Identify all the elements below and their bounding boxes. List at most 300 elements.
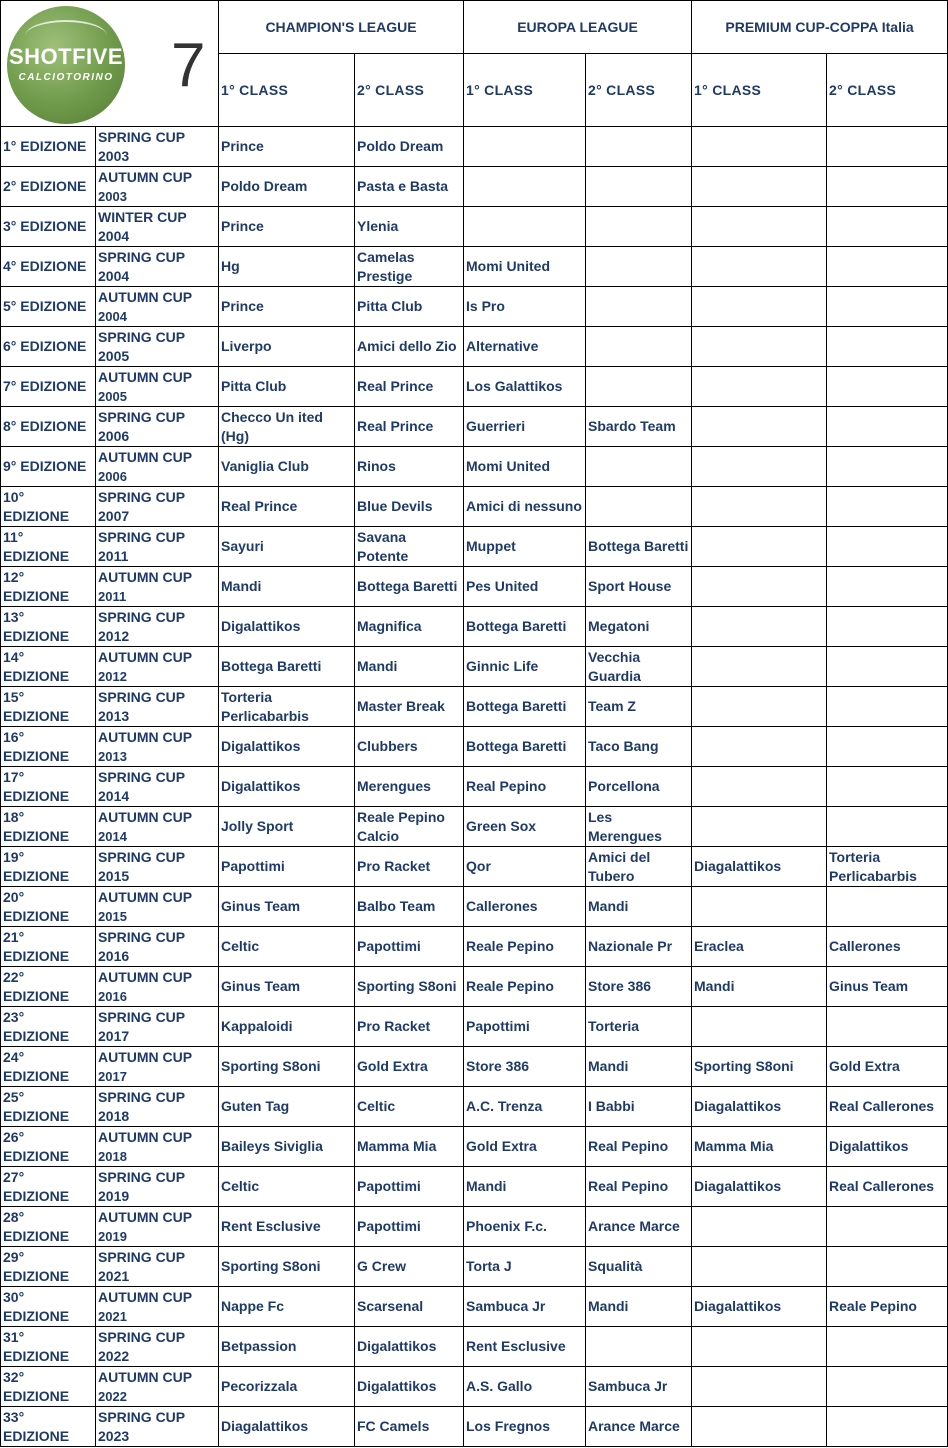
- cup-name: SPRING CUP: [98, 688, 186, 705]
- premium-second-class: [827, 287, 948, 327]
- cup-name: WINTER CUP: [98, 208, 187, 225]
- champions-first-class: Celtic: [219, 927, 355, 967]
- cup-cell: [96, 447, 219, 487]
- class-header: 1° CLASS: [692, 54, 827, 127]
- cup-cell: [96, 287, 219, 327]
- cup-name: AUTUMN CUP: [98, 1208, 193, 1225]
- champions-first-class: Guten Tag: [219, 1087, 355, 1127]
- premium-first-class: [692, 167, 827, 207]
- europa-second-class: [586, 127, 692, 167]
- champions-second-class: Savana Potente: [355, 527, 464, 567]
- europa-first-class: Bottega Baretti: [464, 607, 586, 647]
- cup-cell: [96, 487, 219, 527]
- cup-year: 2007: [98, 507, 130, 524]
- cup-year: 2022: [98, 1347, 130, 1364]
- premium-second-class: [827, 767, 948, 807]
- edition-cell: 13° EDIZIONE: [1, 607, 96, 647]
- premium-first-class: [692, 487, 827, 527]
- europa-first-class: A.S. Gallo: [464, 1367, 586, 1407]
- europa-first-class: Gold Extra: [464, 1127, 586, 1167]
- europa-second-class: Les Merengues: [586, 807, 692, 847]
- premium-second-class: [827, 567, 948, 607]
- europa-first-class: A.C. Trenza: [464, 1087, 586, 1127]
- europa-first-class: [464, 207, 586, 247]
- europa-second-class: Real Pepino: [586, 1127, 692, 1167]
- europa-first-class: Mandi: [464, 1167, 586, 1207]
- cup-year: 2005: [98, 388, 127, 404]
- cup-cell: [96, 407, 219, 447]
- europa-first-class: Qor: [464, 847, 586, 887]
- premium-first-class: [692, 447, 827, 487]
- champions-second-class: Pasta e Basta: [355, 167, 464, 207]
- table-row: [1, 367, 948, 407]
- table-row: [1, 1207, 948, 1247]
- table-row: [1, 1327, 948, 1367]
- table-row: [1, 1247, 948, 1287]
- cup-year: 2013: [98, 707, 130, 724]
- cup-name: AUTUMN CUP: [98, 968, 193, 985]
- header-premium-cup: PREMIUM CUP-COPPA Italia: [692, 1, 948, 54]
- edition-cell: 22° EDIZIONE: [1, 967, 96, 1007]
- cup-year: 2011: [98, 547, 129, 564]
- cup-name: AUTUMN CUP: [98, 1128, 193, 1145]
- europa-second-class: Mandi: [586, 1047, 692, 1087]
- table-row: [1, 1367, 948, 1407]
- champions-second-class: Papottimi: [355, 1167, 464, 1207]
- champions-first-class: Digalattikos: [219, 767, 355, 807]
- europa-first-class: Guerrieri: [464, 407, 586, 447]
- champions-first-class: Sayuri: [219, 527, 355, 567]
- premium-first-class: [692, 607, 827, 647]
- cup-cell: [96, 1407, 219, 1447]
- champions-second-class: Mandi: [355, 647, 464, 687]
- premium-first-class: [692, 1207, 827, 1247]
- cup-cell: [96, 887, 219, 927]
- cup-name: AUTUMN CUP: [98, 568, 193, 585]
- table-row: [1, 607, 948, 647]
- europa-first-class: Los Galattikos: [464, 367, 586, 407]
- champions-second-class: Master Break: [355, 687, 464, 727]
- cup-year: 2014: [98, 828, 127, 844]
- cup-year: 2019: [98, 1228, 127, 1244]
- europa-second-class: Squalità: [586, 1247, 692, 1287]
- edition-cell: 8° EDIZIONE: [1, 407, 96, 447]
- header-champions-league: CHAMPION'S LEAGUE: [219, 1, 464, 54]
- premium-first-class: [692, 567, 827, 607]
- edition-cell: 9° EDIZIONE: [1, 447, 96, 487]
- header-europa-league: EUROPA LEAGUE: [464, 1, 692, 54]
- cup-name: SPRING CUP: [98, 1248, 186, 1265]
- europa-first-class: Papottimi: [464, 1007, 586, 1047]
- cup-cell: [96, 1047, 219, 1087]
- champions-second-class: FC Camels: [355, 1407, 464, 1447]
- cup-cell: [96, 207, 219, 247]
- europa-first-class: Muppet: [464, 527, 586, 567]
- cup-cell: [96, 1167, 219, 1207]
- table-row: [1, 1087, 948, 1127]
- table-row: [1, 647, 948, 687]
- europa-first-class: Real Pepino: [464, 767, 586, 807]
- premium-second-class: [827, 1367, 948, 1407]
- cup-name: AUTUMN CUP: [98, 1368, 193, 1385]
- cup-name: AUTUMN CUP: [98, 1048, 193, 1065]
- champions-second-class: Poldo Dream: [355, 127, 464, 167]
- champions-first-class: Rent Esclusive: [219, 1207, 355, 1247]
- edition-cell: 1° EDIZIONE: [1, 127, 96, 167]
- europa-first-class: Rent Esclusive: [464, 1327, 586, 1367]
- edition-cell: 31° EDIZIONE: [1, 1327, 96, 1367]
- table-row: [1, 327, 948, 367]
- europa-second-class: Vecchia Guardia: [586, 647, 692, 687]
- europa-second-class: [586, 487, 692, 527]
- cup-year: 2018: [98, 1107, 130, 1124]
- cup-name: AUTUMN CUP: [98, 1288, 193, 1305]
- edition-cell: 11° EDIZIONE: [1, 527, 96, 567]
- logo-arc-icon: [25, 20, 107, 52]
- cup-year: 2013: [98, 748, 127, 764]
- edition-cell: 17° EDIZIONE: [1, 767, 96, 807]
- edition-cell: 21° EDIZIONE: [1, 927, 96, 967]
- europa-second-class: Sport House: [586, 567, 692, 607]
- premium-first-class: [692, 1407, 827, 1447]
- table-row: [1, 247, 948, 287]
- europa-first-class: [464, 127, 586, 167]
- cup-year: 2016: [98, 947, 130, 964]
- premium-second-class: [827, 327, 948, 367]
- edition-cell: 29° EDIZIONE: [1, 1247, 96, 1287]
- premium-first-class: [692, 1367, 827, 1407]
- europa-second-class: Nazionale Pr: [586, 927, 692, 967]
- champions-first-class: Sporting S8oni: [219, 1047, 355, 1087]
- cup-name: AUTUMN CUP: [98, 448, 193, 465]
- edition-cell: 7° EDIZIONE: [1, 367, 96, 407]
- cup-name: SPRING CUP: [98, 848, 186, 865]
- champions-second-class: Papottimi: [355, 927, 464, 967]
- premium-second-class: [827, 887, 948, 927]
- cup-year: 2005: [98, 347, 130, 364]
- cup-name: SPRING CUP: [98, 928, 186, 945]
- cup-cell: [96, 127, 219, 167]
- premium-first-class: [692, 727, 827, 767]
- cup-name: SPRING CUP: [98, 768, 186, 785]
- champions-second-class: Pitta Club: [355, 287, 464, 327]
- premium-first-class: Diagalattikos: [692, 1287, 827, 1327]
- cup-cell: [96, 247, 219, 287]
- champions-first-class: Digalattikos: [219, 607, 355, 647]
- champions-first-class: Diagalattikos: [219, 1407, 355, 1447]
- cup-cell: [96, 167, 219, 207]
- cup-year: 2018: [98, 1148, 127, 1164]
- cup-year: 2006: [98, 427, 130, 444]
- europa-first-class: Ginnic Life: [464, 647, 586, 687]
- champions-first-class: Hg: [219, 247, 355, 287]
- champions-first-class: Bottega Baretti: [219, 647, 355, 687]
- europa-second-class: Arance Marce: [586, 1207, 692, 1247]
- champions-first-class: Ginus Team: [219, 887, 355, 927]
- europa-second-class: Real Pepino: [586, 1167, 692, 1207]
- champions-first-class: Poldo Dream: [219, 167, 355, 207]
- champions-first-class: Liverpo: [219, 327, 355, 367]
- europa-first-class: Momi United: [464, 447, 586, 487]
- europa-first-class: Green Sox: [464, 807, 586, 847]
- premium-second-class: Gold Extra: [827, 1047, 948, 1087]
- champions-first-class: Mandi: [219, 567, 355, 607]
- europa-first-class: Store 386: [464, 1047, 586, 1087]
- premium-first-class: Sporting S8oni: [692, 1047, 827, 1087]
- table-row: [1, 1167, 948, 1207]
- cup-cell: [96, 767, 219, 807]
- europa-first-class: Pes United: [464, 567, 586, 607]
- premium-second-class: [827, 447, 948, 487]
- europa-second-class: Porcellona: [586, 767, 692, 807]
- champions-first-class: Nappe Fc: [219, 1287, 355, 1327]
- table-row: [1, 1407, 948, 1447]
- cup-name: SPRING CUP: [98, 128, 186, 145]
- premium-second-class: [827, 207, 948, 247]
- table-row: [1, 1287, 948, 1327]
- cup-year: 2004: [98, 267, 130, 284]
- cup-year: 2012: [98, 627, 130, 644]
- champions-first-class: Kappaloidi: [219, 1007, 355, 1047]
- edition-cell: 19° EDIZIONE: [1, 847, 96, 887]
- cup-name: SPRING CUP: [98, 408, 186, 425]
- class-header: 2° CLASS: [586, 54, 692, 127]
- champions-second-class: Merengues: [355, 767, 464, 807]
- edition-cell: 32° EDIZIONE: [1, 1367, 96, 1407]
- premium-second-class: [827, 367, 948, 407]
- champions-second-class: Rinos: [355, 447, 464, 487]
- cup-year: 2003: [98, 188, 127, 204]
- champions-first-class: Prince: [219, 287, 355, 327]
- premium-first-class: [692, 807, 827, 847]
- table-row: [1, 727, 948, 767]
- table-row: [1, 167, 948, 207]
- premium-second-class: Torteria Perlicabarbis: [827, 847, 948, 887]
- cup-cell: [96, 367, 219, 407]
- table-row: [1, 967, 948, 1007]
- premium-first-class: Diagalattikos: [692, 847, 827, 887]
- cup-year: 2006: [98, 468, 127, 484]
- cup-name: SPRING CUP: [98, 488, 186, 505]
- cup-cell: [96, 1287, 219, 1327]
- premium-second-class: [827, 167, 948, 207]
- europa-second-class: [586, 327, 692, 367]
- europa-first-class: Reale Pepino: [464, 927, 586, 967]
- premium-second-class: Real Callerones: [827, 1167, 948, 1207]
- table-row: [1, 207, 948, 247]
- europa-first-class: Amici di nessuno: [464, 487, 586, 527]
- champions-second-class: Celtic: [355, 1087, 464, 1127]
- premium-second-class: [827, 1327, 948, 1367]
- table-row: [1, 567, 948, 607]
- table-row: [1, 407, 948, 447]
- cup-year: 2004: [98, 308, 127, 324]
- premium-second-class: [827, 1247, 948, 1287]
- edition-cell: 2° EDIZIONE: [1, 167, 96, 207]
- edition-cell: 23° EDIZIONE: [1, 1007, 96, 1047]
- edition-cell: 33° EDIZIONE: [1, 1407, 96, 1447]
- europa-first-class: Reale Pepino: [464, 967, 586, 1007]
- champions-first-class: Prince: [219, 127, 355, 167]
- cup-year: 2017: [98, 1068, 127, 1084]
- premium-first-class: Mamma Mia: [692, 1127, 827, 1167]
- premium-second-class: [827, 247, 948, 287]
- europa-second-class: Arance Marce: [586, 1407, 692, 1447]
- cup-name: SPRING CUP: [98, 1408, 186, 1425]
- premium-first-class: [692, 767, 827, 807]
- premium-first-class: [692, 127, 827, 167]
- europa-second-class: [586, 367, 692, 407]
- table-row: [1, 1007, 948, 1047]
- class-header: 1° CLASS: [219, 54, 355, 127]
- cup-cell: [96, 327, 219, 367]
- edition-cell: 18° EDIZIONE: [1, 807, 96, 847]
- cup-cell: [96, 607, 219, 647]
- champions-second-class: Camelas Prestige: [355, 247, 464, 287]
- edition-cell: 10° EDIZIONE: [1, 487, 96, 527]
- cup-name: SPRING CUP: [98, 1008, 186, 1025]
- premium-second-class: Ginus Team: [827, 967, 948, 1007]
- table-row: [1, 927, 948, 967]
- premium-first-class: [692, 287, 827, 327]
- champions-second-class: Papottimi: [355, 1207, 464, 1247]
- europa-second-class: Team Z: [586, 687, 692, 727]
- cup-cell: [96, 1247, 219, 1287]
- cup-year: 2022: [98, 1388, 127, 1404]
- shotfive-logo: [7, 6, 125, 124]
- edition-cell: 5° EDIZIONE: [1, 287, 96, 327]
- champions-second-class: Ylenia: [355, 207, 464, 247]
- premium-second-class: [827, 607, 948, 647]
- champions-second-class: Clubbers: [355, 727, 464, 767]
- champions-second-class: Magnifica: [355, 607, 464, 647]
- europa-first-class: Is Pro: [464, 287, 586, 327]
- cup-name: SPRING CUP: [98, 1168, 186, 1185]
- cup-name: AUTUMN CUP: [98, 168, 193, 185]
- cup-name: SPRING CUP: [98, 528, 186, 545]
- premium-first-class: [692, 527, 827, 567]
- edition-cell: 16° EDIZIONE: [1, 727, 96, 767]
- europa-first-class: Bottega Baretti: [464, 687, 586, 727]
- table-row: [1, 1047, 948, 1087]
- champions-first-class: Real Prince: [219, 487, 355, 527]
- cup-name: SPRING CUP: [98, 1328, 186, 1345]
- cup-cell: [96, 1207, 219, 1247]
- premium-first-class: [692, 1007, 827, 1047]
- champions-first-class: Torteria Perlicabarbis: [219, 687, 355, 727]
- europa-second-class: Store 386: [586, 967, 692, 1007]
- champions-first-class: Celtic: [219, 1167, 355, 1207]
- premium-first-class: [692, 327, 827, 367]
- champions-second-class: Amici dello Zio: [355, 327, 464, 367]
- class-header: 1° CLASS: [464, 54, 586, 127]
- season-number: 7: [171, 31, 206, 100]
- europa-second-class: Megatoni: [586, 607, 692, 647]
- europa-first-class: Phoenix F.c.: [464, 1207, 586, 1247]
- europa-second-class: [586, 447, 692, 487]
- cup-cell: [96, 527, 219, 567]
- table-row: [1, 487, 948, 527]
- premium-first-class: [692, 247, 827, 287]
- cup-name: AUTUMN CUP: [98, 288, 193, 305]
- europa-first-class: Momi United: [464, 247, 586, 287]
- europa-second-class: Taco Bang: [586, 727, 692, 767]
- table-row: [1, 447, 948, 487]
- champions-second-class: Gold Extra: [355, 1047, 464, 1087]
- champions-second-class: Real Prince: [355, 367, 464, 407]
- cup-cell: [96, 967, 219, 1007]
- premium-second-class: Callerones: [827, 927, 948, 967]
- europa-second-class: Amici del Tubero: [586, 847, 692, 887]
- europa-second-class: [586, 1327, 692, 1367]
- edition-cell: 28° EDIZIONE: [1, 1207, 96, 1247]
- cup-name: AUTUMN CUP: [98, 368, 193, 385]
- champions-first-class: Digalattikos: [219, 727, 355, 767]
- champions-first-class: Checco Un ited (Hg): [219, 407, 355, 447]
- logo-cell: [1, 1, 219, 127]
- champions-first-class: Ginus Team: [219, 967, 355, 1007]
- edition-cell: 25° EDIZIONE: [1, 1087, 96, 1127]
- cup-name: SPRING CUP: [98, 1088, 186, 1105]
- table-row: [1, 1127, 948, 1167]
- premium-first-class: [692, 1327, 827, 1367]
- premium-second-class: Digalattikos: [827, 1127, 948, 1167]
- europa-first-class: Los Fregnos: [464, 1407, 586, 1447]
- cup-cell: [96, 807, 219, 847]
- champions-first-class: Baileys Siviglia: [219, 1127, 355, 1167]
- cup-cell: [96, 1127, 219, 1167]
- champions-second-class: Bottega Baretti: [355, 567, 464, 607]
- europa-first-class: Sambuca Jr: [464, 1287, 586, 1327]
- premium-first-class: [692, 407, 827, 447]
- logo-subtitle: CALCIOTORINO: [18, 72, 114, 83]
- cup-cell: [96, 927, 219, 967]
- edition-cell: 15° EDIZIONE: [1, 687, 96, 727]
- edition-cell: 6° EDIZIONE: [1, 327, 96, 367]
- table-row: [1, 687, 948, 727]
- cup-cell: [96, 687, 219, 727]
- champions-second-class: Mamma Mia: [355, 1127, 464, 1167]
- europa-first-class: Bottega Baretti: [464, 727, 586, 767]
- cup-cell: [96, 1367, 219, 1407]
- europa-second-class: Mandi: [586, 1287, 692, 1327]
- champions-second-class: Blue Devils: [355, 487, 464, 527]
- champions-second-class: Pro Racket: [355, 847, 464, 887]
- champions-second-class: Reale Pepino Calcio: [355, 807, 464, 847]
- edition-cell: 26° EDIZIONE: [1, 1127, 96, 1167]
- champions-first-class: Betpassion: [219, 1327, 355, 1367]
- cup-name: AUTUMN CUP: [98, 808, 193, 825]
- class-header: 2° CLASS: [355, 54, 464, 127]
- class-header: 2° CLASS: [827, 54, 948, 127]
- table-row: [1, 527, 948, 567]
- premium-second-class: [827, 527, 948, 567]
- cup-year: 2012: [98, 668, 127, 684]
- champions-second-class: Scarsenal: [355, 1287, 464, 1327]
- cup-name: SPRING CUP: [98, 328, 186, 345]
- premium-second-class: [827, 647, 948, 687]
- edition-cell: 24° EDIZIONE: [1, 1047, 96, 1087]
- premium-second-class: [827, 407, 948, 447]
- premium-first-class: [692, 1247, 827, 1287]
- premium-first-class: Diagalattikos: [692, 1167, 827, 1207]
- edition-cell: 4° EDIZIONE: [1, 247, 96, 287]
- champions-first-class: Sporting S8oni: [219, 1247, 355, 1287]
- cup-name: AUTUMN CUP: [98, 648, 193, 665]
- premium-second-class: [827, 807, 948, 847]
- table-row: [1, 767, 948, 807]
- europa-second-class: I Babbi: [586, 1087, 692, 1127]
